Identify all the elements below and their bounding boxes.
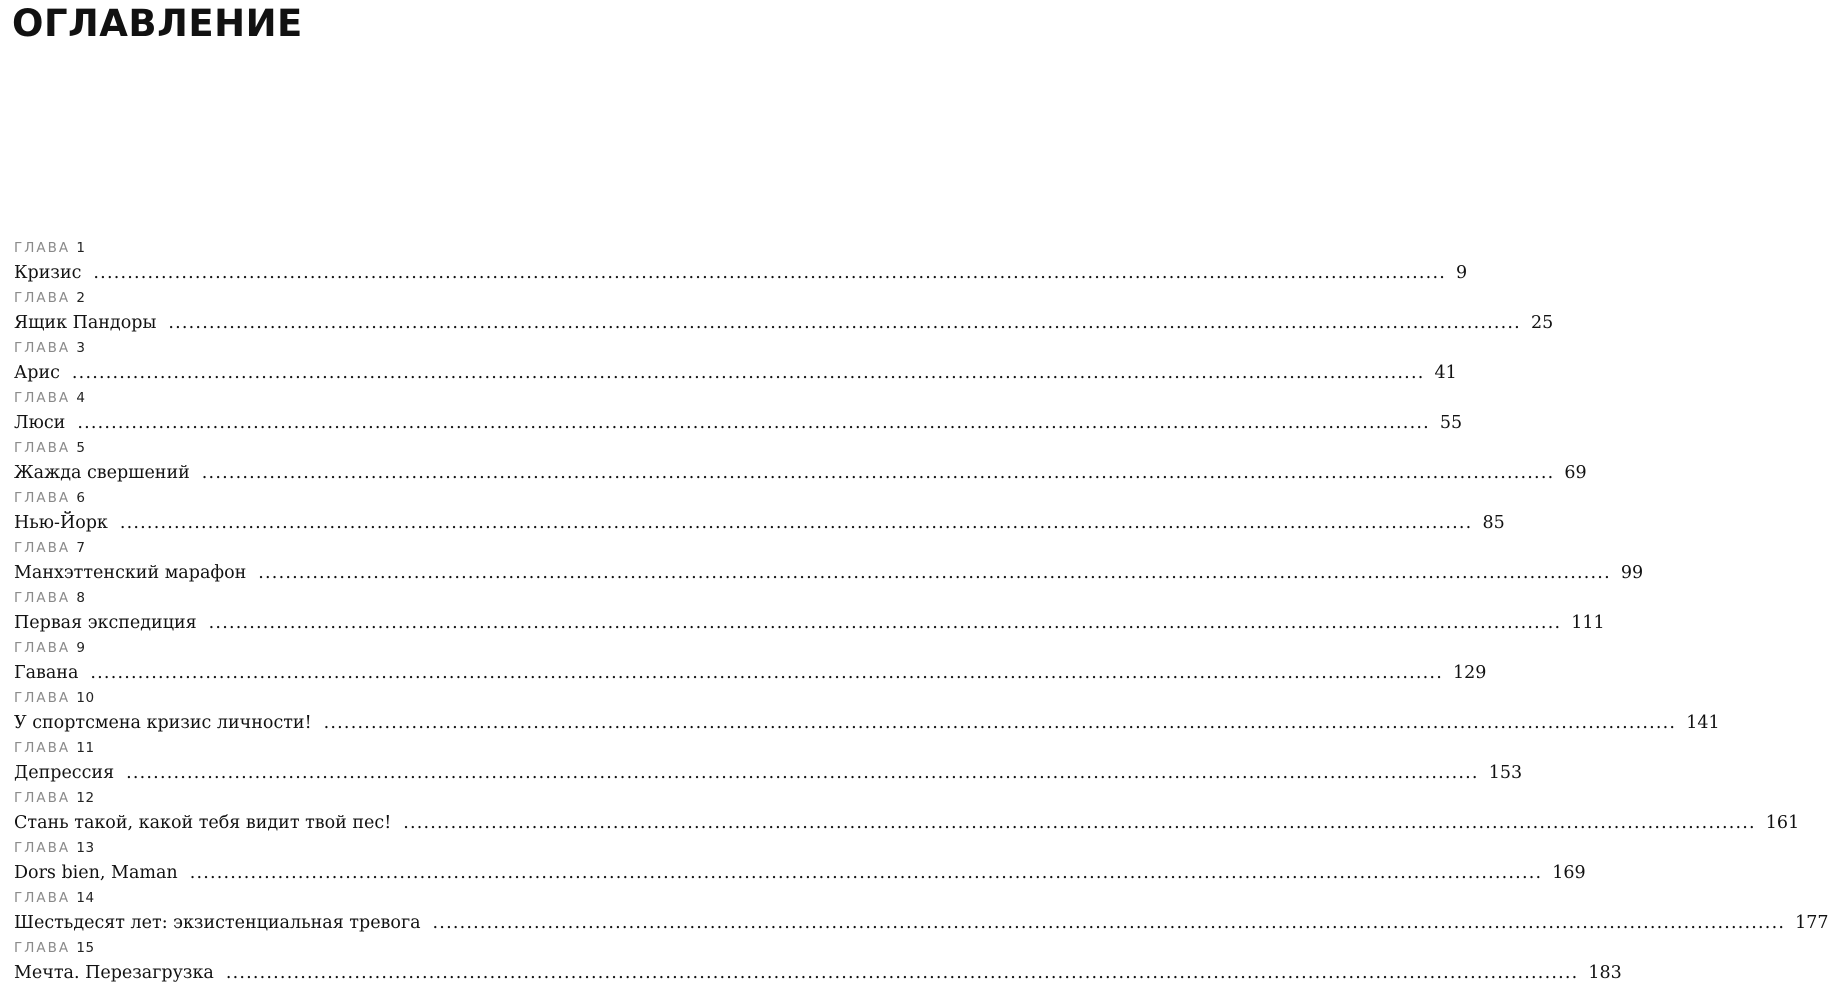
chapter-number: 9 (76, 640, 86, 656)
dot-leader: ........................................................................................................................................................................................................ (93, 263, 1446, 283)
chapter-number: 15 (76, 940, 95, 956)
toc-entry[interactable] (14, 288, 1554, 338)
chapter-word: ГЛАВА (14, 640, 71, 656)
chapter-number: 1 (76, 240, 86, 256)
chapter-word: ГЛАВА (14, 690, 71, 706)
chapter-title: Депрессия (14, 763, 115, 783)
toc-line[interactable] (14, 658, 1487, 688)
chapter-title: Первая экспедиция (14, 613, 197, 633)
toc-line[interactable] (14, 708, 1720, 738)
chapter-label (14, 488, 648, 508)
toc-entry[interactable] (14, 788, 1800, 838)
chapter-word: ГЛАВА (14, 590, 71, 606)
chapter-label (14, 388, 648, 408)
page-number: 9 (1455, 263, 1468, 283)
dot-leader: ........................................................................................................................................................................................................ (208, 613, 1562, 633)
toc-entry[interactable] (14, 838, 1586, 888)
chapter-title: Ящик Пандоры (14, 313, 157, 333)
chapter-number: 11 (76, 740, 95, 756)
toc-line[interactable] (14, 258, 1468, 288)
dot-leader: ........................................................................................................................................................................................................ (189, 863, 1543, 883)
toc-entry[interactable] (14, 888, 1829, 938)
page-number: 177 (1795, 913, 1829, 933)
toc-line[interactable] (14, 358, 1457, 388)
dot-leader: ........................................................................................................................................................................................................ (432, 913, 1786, 933)
chapter-number: 2 (76, 290, 86, 306)
chapter-label (14, 688, 648, 708)
toc-entry[interactable] (14, 638, 1487, 688)
toc-line[interactable] (14, 508, 1505, 538)
chapter-title: Dors bien, Maman (14, 863, 178, 883)
toc-line[interactable] (14, 758, 1523, 788)
chapter-word: ГЛАВА (14, 240, 71, 256)
chapter-number: 13 (76, 840, 95, 856)
chapter-word: ГЛАВА (14, 790, 71, 806)
toc-line[interactable] (14, 808, 1800, 838)
toc-line[interactable] (14, 858, 1586, 888)
chapter-label (14, 838, 648, 858)
toc-line[interactable] (14, 308, 1554, 338)
page-number: 111 (1571, 613, 1605, 633)
chapter-label (14, 588, 648, 608)
page-number: 55 (1439, 413, 1463, 433)
chapter-word: ГЛАВА (14, 290, 71, 306)
toc-line[interactable] (14, 408, 1463, 438)
dot-leader: ........................................................................................................................................................................................................ (201, 463, 1555, 483)
toc-line[interactable] (14, 458, 1587, 488)
chapter-title: Арис (14, 363, 60, 383)
chapter-number: 6 (76, 490, 86, 506)
dot-leader: ........................................................................................................................................................................................................ (225, 963, 1579, 983)
chapter-title: У спортсмена кризис личности! (14, 713, 312, 733)
page-number: 25 (1530, 313, 1554, 333)
chapter-word: ГЛАВА (14, 390, 71, 406)
chapter-number: 5 (76, 440, 86, 456)
page-number: 99 (1620, 563, 1644, 583)
toc-entry[interactable] (14, 488, 1505, 538)
page-number: 41 (1434, 363, 1457, 383)
chapter-number: 14 (76, 890, 95, 906)
page-number: 161 (1765, 813, 1800, 833)
chapter-label (14, 238, 648, 258)
chapter-title: Мечта. Перезагрузка (14, 963, 214, 983)
page-number: 141 (1686, 713, 1720, 733)
chapter-label (14, 538, 648, 558)
chapter-word: ГЛАВА (14, 540, 71, 556)
page-number: 85 (1482, 513, 1505, 533)
chapter-word: ГЛАВА (14, 490, 71, 506)
toc-line[interactable] (14, 958, 1622, 988)
chapter-label (14, 638, 648, 658)
toc-entry[interactable] (14, 338, 1457, 388)
chapter-label (14, 788, 648, 808)
toc-entry[interactable] (14, 938, 1622, 988)
toc-line[interactable] (14, 908, 1829, 938)
toc-entry[interactable] (14, 738, 1523, 788)
chapter-label (14, 338, 648, 358)
dot-leader: ........................................................................................................................................................................................................ (119, 513, 1473, 533)
toc-entry[interactable] (14, 238, 1468, 288)
chapter-label (14, 438, 648, 458)
page-number: 153 (1488, 763, 1523, 783)
page-title: ОГЛАВЛЕНИЕ (12, 2, 303, 45)
dot-leader: ........................................................................................................................................................................................................ (71, 363, 1425, 383)
chapter-word: ГЛАВА (14, 740, 71, 756)
chapter-title: Жажда свершений (14, 463, 190, 483)
chapter-word: ГЛАВА (14, 840, 71, 856)
dot-leader: ........................................................................................................................................................................................................ (323, 713, 1677, 733)
chapter-number: 10 (76, 690, 95, 706)
page-number: 183 (1588, 963, 1622, 983)
chapter-label (14, 738, 648, 758)
chapter-title: Люси (14, 413, 66, 433)
chapter-word: ГЛАВА (14, 890, 71, 906)
chapter-title: Шестьдесят лет: экзистенциальная тревога (14, 913, 421, 933)
toc-line[interactable] (14, 608, 1605, 638)
chapter-title: Кризис (14, 263, 82, 283)
chapter-number: 3 (76, 340, 86, 356)
dot-leader: ........................................................................................................................................................................................................ (77, 413, 1430, 433)
chapter-label (14, 888, 648, 908)
dot-leader: ........................................................................................................................................................................................................ (403, 813, 1756, 833)
dot-leader: ........................................................................................................................................................................................................ (258, 563, 1611, 583)
toc-entry[interactable] (14, 388, 1463, 438)
dot-leader: ........................................................................................................................................................................................................ (126, 763, 1479, 783)
chapter-word: ГЛАВА (14, 440, 71, 456)
chapter-number: 12 (76, 790, 95, 806)
toc-entry[interactable] (14, 688, 1720, 738)
chapter-word: ГЛАВА (14, 940, 71, 956)
chapter-title: Гавана (14, 663, 79, 683)
page-number: 69 (1564, 463, 1587, 483)
toc-entry[interactable] (14, 588, 1605, 638)
chapter-title: Нью-Йорк (14, 513, 108, 533)
chapter-number: 8 (76, 590, 86, 606)
chapter-title: Стань такой, какой тебя видит твой пес! (14, 813, 392, 833)
chapter-label (14, 938, 648, 958)
chapter-number: 4 (76, 390, 86, 406)
chapter-label (14, 288, 648, 308)
toc-entry[interactable] (14, 438, 1587, 488)
chapter-title: Манхэттенский марафон (14, 563, 247, 583)
table-of-contents (14, 238, 1829, 988)
toc-line[interactable] (14, 558, 1644, 588)
page-number: 129 (1452, 663, 1487, 683)
page-number: 169 (1552, 863, 1586, 883)
dot-leader: ........................................................................................................................................................................................................ (168, 313, 1521, 333)
dot-leader: ........................................................................................................................................................................................................ (90, 663, 1443, 683)
chapter-word: ГЛАВА (14, 340, 71, 356)
toc-entry[interactable] (14, 538, 1644, 588)
chapter-number: 7 (76, 540, 86, 556)
